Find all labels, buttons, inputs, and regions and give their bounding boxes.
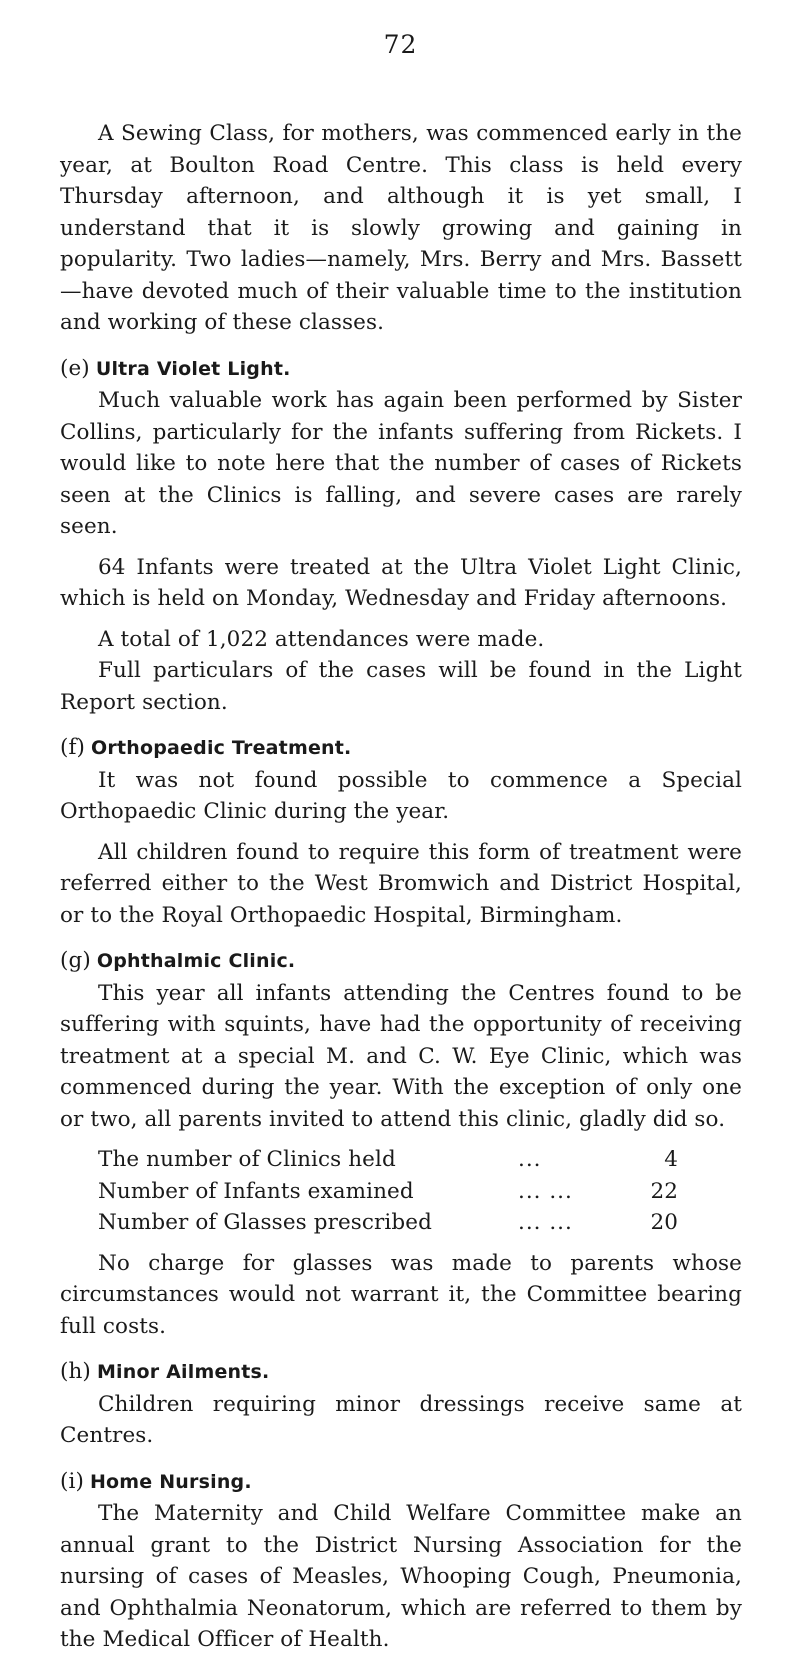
row-label: Number of Infants examined — [98, 1178, 414, 1204]
section-heading-minor-ailments — [60, 1356, 742, 1389]
section-letter: (e) — [60, 355, 90, 381]
row-value: 22 — [650, 1178, 678, 1204]
paragraph: Full particulars of the cases will be found in the Light Report section. — [60, 658, 742, 715]
paragraph: Much valuable work has again been performed by Sister Collins, particularly for the infants suffering from Rickets. I would like to note here that the number of cases of Rickets seen at the Clinics is falling, and severe cases are rarely seen. — [60, 388, 742, 539]
table-row — [98, 1144, 678, 1176]
section-title: Ophthalmic Clinic. — [96, 950, 296, 972]
leader-dots: ... — [518, 1147, 542, 1172]
section-title: Home Nursing. — [89, 1470, 252, 1493]
paragraph: This year all infants attending the Centres found to be suffering with squints, have had the opportunity of receiving treatment at a special M. and C. W. Eye Clinic, which was commenced during the year. With the exception of only one or two, all parents invited to attend this clinic, gladly did so. — [60, 980, 742, 1132]
paragraph: Children requiring minor dressings receive same at Centres. — [60, 1391, 742, 1448]
row-value: 20 — [650, 1210, 678, 1235]
section-title: Minor Ailments. — [96, 1361, 270, 1383]
paragraph: The Maternity and Child Welfare Committee make an annual grant to the District Nursing Association for the nursing of cases of Measles, Whooping Cough, Pneumonia, and Ophthalmia Neonatorum, which are referred to them by the Medical Officer of Health. — [60, 1501, 742, 1652]
table-row — [98, 1207, 678, 1239]
row-value: 4 — [664, 1147, 678, 1172]
section-heading-ultra-violet — [60, 353, 742, 386]
page-body — [60, 118, 742, 1656]
section-letter: (i) — [60, 1468, 84, 1494]
paragraph: A total of 1,022 attendances were made. — [98, 626, 545, 652]
section-letter: (h) — [60, 1359, 91, 1384]
section-title: Orthopaedic Treatment. — [91, 737, 352, 759]
section-letter: (f) — [60, 735, 86, 760]
section-heading-home-nursing — [60, 1466, 742, 1499]
table-row — [98, 1176, 678, 1208]
clinic-statistics-table — [98, 1144, 678, 1239]
paragraph: 64 Infants were treated at the Ultra Violet Light Clinic, which is held on Monday, Wednesday and Friday afternoons. — [60, 554, 742, 611]
section-heading-ophthalmic — [60, 945, 742, 978]
section-heading-orthopaedic — [60, 732, 742, 765]
row-label: Number of Glasses prescribed — [98, 1210, 432, 1235]
section-letter: (g) — [60, 948, 91, 973]
section-title: Ultra Violet Light. — [95, 357, 291, 380]
paragraph: All children found to require this form of treatment were referred either to the West Bromwich and District Hospital, or to the Royal Orthopaedic Hospital, Birmingham. — [60, 839, 742, 928]
leader-dots: ... ... — [518, 1210, 573, 1235]
leader-dots: ... ... — [518, 1178, 573, 1204]
paragraph: No charge for glasses was made to parents whose circumstances would not warrant it, the Committee bearing full costs. — [60, 1250, 742, 1339]
page-number: 72 — [383, 30, 418, 59]
row-label: The number of Clinics held — [98, 1147, 396, 1172]
paragraph: It was not found possible to commence a Special Orthopaedic Clinic during the year. — [60, 767, 742, 824]
intro-paragraph: A Sewing Class, for mothers, was commenced early in the year, at Boulton Road Centre. This class is held every Thursday afternoon, and although it is yet small, I understand that it is slowly growing and gaining in popularity. Two ladies—namely, Mrs. Berry and Mrs. Bassett—have devoted much of their valuable time to the institution and working of these classes. — [60, 121, 742, 335]
